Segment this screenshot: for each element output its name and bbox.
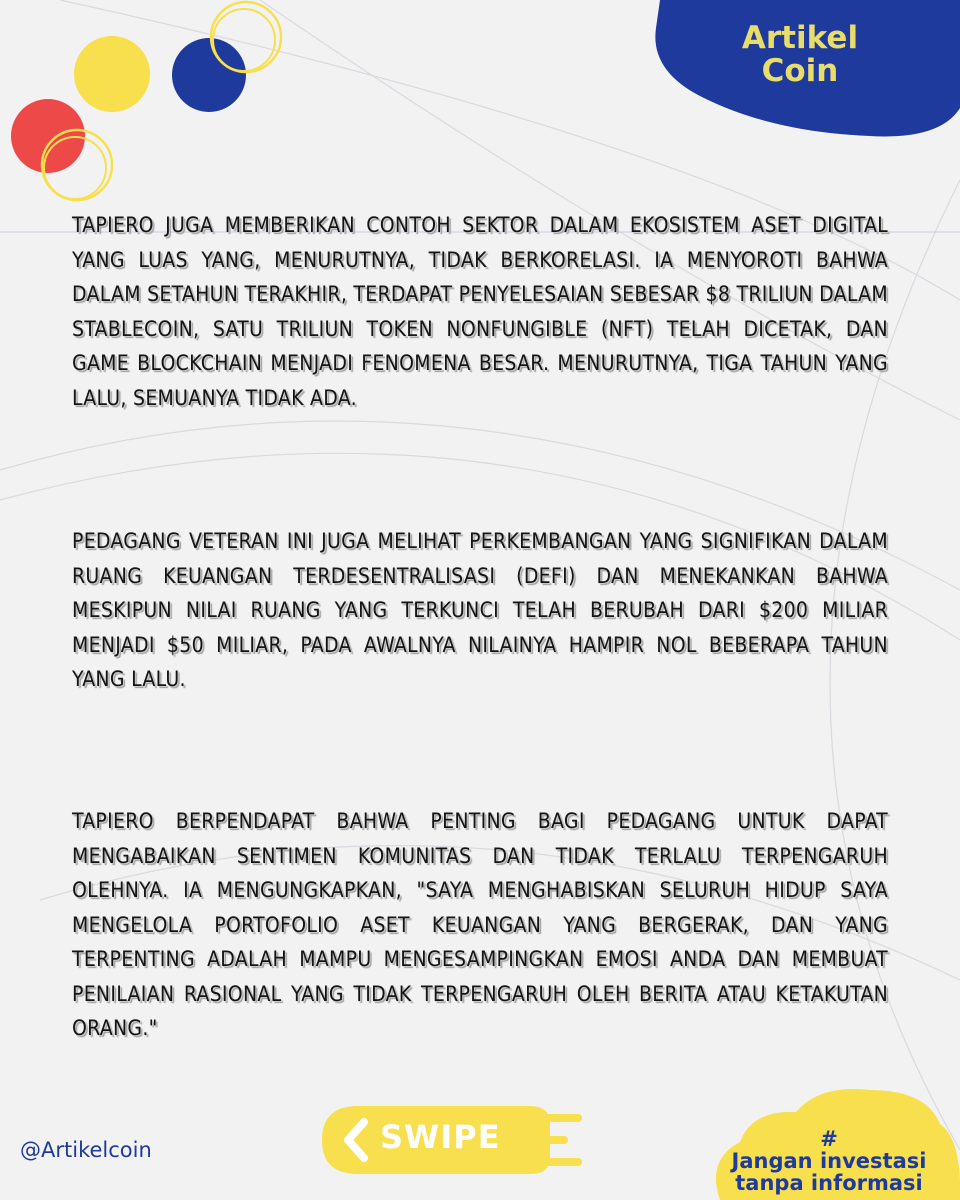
article-paragraph-1: TAPIERO JUGA MEMBERIKAN CONTOH SEKTOR DALAM EKOSISTEM ASET DIGITAL YANG LUAS YANG, MENURUTNYA, TIDAK BERKORELASI. IA MENYOROTI BAHWA DALAM SETAHUN TERAKHIR, TERDAPAT PENYELESAIAN SEBESAR $8 TRILIUN DALAM STABLECOIN, SATU TRILIUN TOKEN NONFUNGIBLE (NFT) TELAH DICETAK, DAN GAME BLOCKCHAIN MENJADI FENOMENA BESAR. MENURUTNYA, TIGA TAHUN YANG LALU, SEMUANYA TIDAK ADA. — [72, 213, 888, 410]
brand-line-2: Coin — [761, 53, 839, 89]
brand-logo-text — [700, 22, 900, 88]
article-paragraph-2: PEDAGANG VETERAN INI JUGA MELIHAT PERKEMBANGAN YANG SIGNIFIKAN DALAM RUANG KEUANGAN TERDESENTRALISASI (DEFI) DAN MENEKANKAN BAHWA MESKIPUN NILAI RUANG YANG TERKUNCI TELAH BERUBAH DARI $200 MILIAR MENJADI $50 MILIAR, PADA AWALNYA NILAINYA HAMPIR NOL BEBERAPA TAHUN YANG LALU. — [72, 529, 888, 691]
tagline-hash: # — [820, 1127, 838, 1151]
navy-circle — [172, 38, 246, 112]
brand-line-1: Artikel — [741, 20, 859, 56]
tagline — [714, 1128, 944, 1194]
red-circle — [11, 99, 85, 173]
swipe-label: SWIPE — [380, 1118, 501, 1156]
tagline-line-1: Jangan investasi — [731, 1149, 927, 1173]
yellow-ring-top-inner — [213, 9, 275, 71]
yellow-circle — [74, 36, 150, 112]
article-paragraph-3: TAPIERO BERPENDAPAT BAHWA PENTING BAGI PEDAGANG UNTUK DAPAT MENGABAIKAN SENTIMEN KOMUNITAS DAN TIDAK TERLALU TERPENGARUH OLEHNYA. IA MENGUNGKAPKAN, "SAYA MENGHABISKAN SELURUH HIDUP SAYA MENGELOLA PORTOFOLIO ASET KEUANGAN YANG BERGERAK, DAN YANG TERPENTING ADALAH MAMPU MENGESAMPINGKAN EMOSI ANDA DAN MEMBUAT PENILAIAN RASIONAL YANG TIDAK TERPENGARUH OLEH BERITA ATAU KETAKUTAN ORANG." — [72, 809, 888, 1040]
social-handle[interactable]: @Artikelcoin — [20, 1138, 152, 1162]
tagline-line-2: tanpa informasi — [735, 1171, 923, 1195]
